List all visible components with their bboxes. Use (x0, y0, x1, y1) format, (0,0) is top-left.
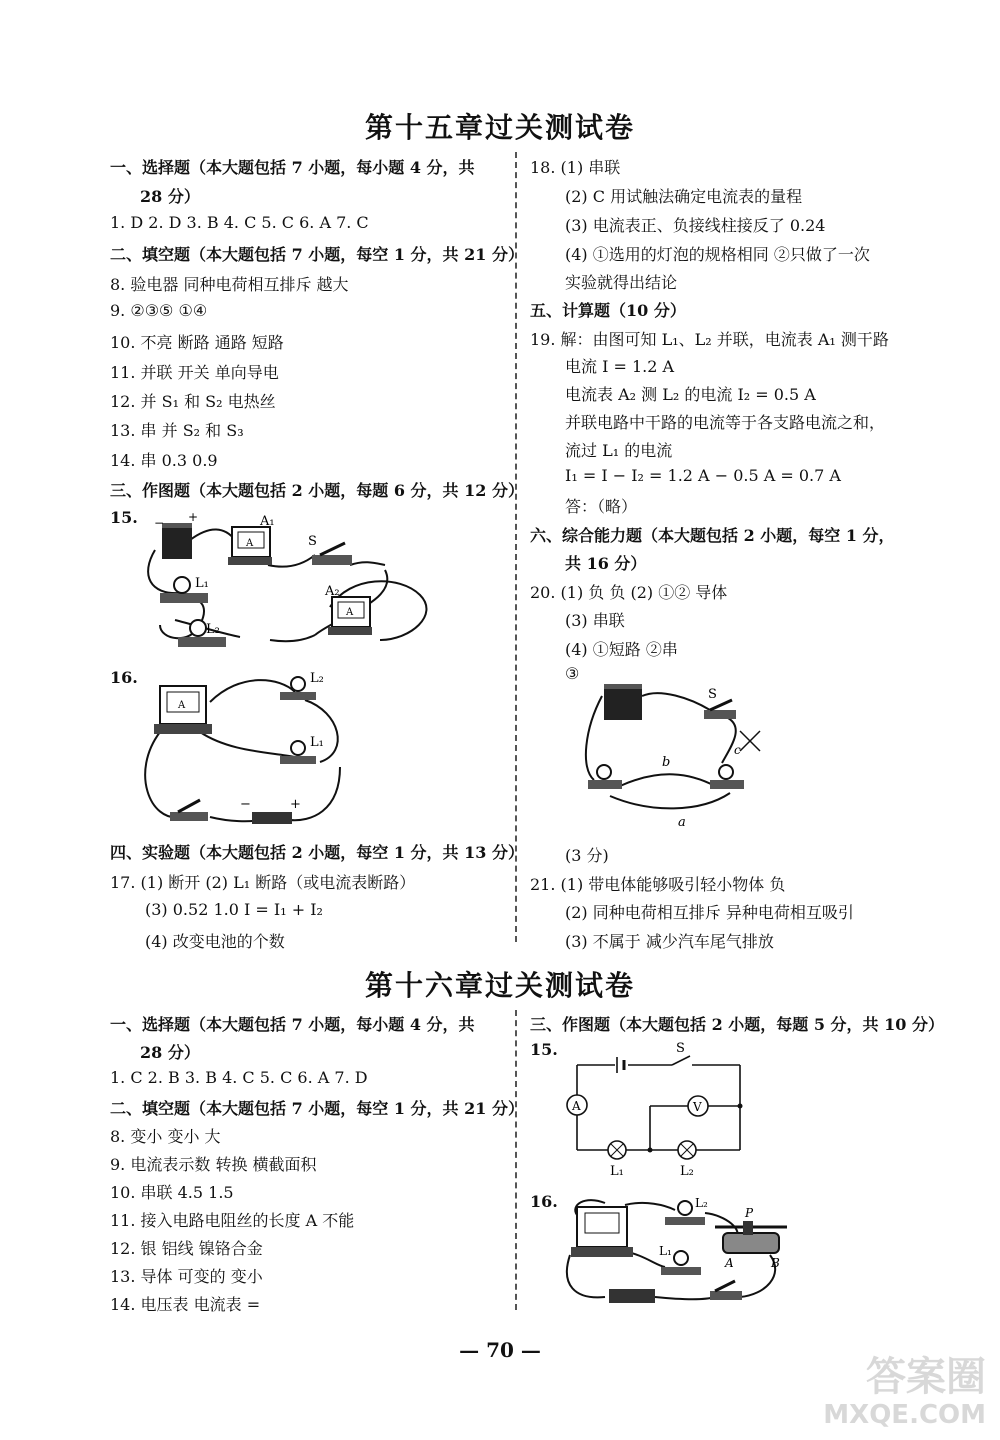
wire (625, 1203, 675, 1210)
wire (655, 1297, 715, 1299)
chapter-15-title: 第十五章过关测试卷 (364, 111, 635, 144)
answer-line: 20. (1) 负 负 (2) ①② 导体 (530, 583, 728, 602)
section-heading: 一、选择题（本大题包括 7 小题，每小题 4 分，共 (110, 158, 475, 177)
terminal-a-label: A (725, 1256, 734, 1270)
meter-letter: A (346, 607, 354, 618)
wire-a-label: a (678, 815, 686, 830)
ammeter-icon (328, 597, 372, 635)
lamp-l2-label: L₂ (680, 1164, 694, 1179)
section-heading: 三、作图题（本大题包括 2 小题，每题 5 分，共 10 分） (530, 1015, 944, 1034)
voltmeter-letter: V (693, 1100, 702, 1114)
answer-line: 14. 串 0.3 0.9 (110, 451, 218, 470)
answer-line: 1. C 2. B 3. B 4. C 5. C 6. A 7. D (110, 1068, 368, 1087)
wire-c-label: c (734, 743, 741, 757)
question-number: 15. (530, 1040, 558, 1059)
answer-line: 10. 串联 4.5 1.5 (110, 1183, 234, 1202)
lamp-l1-symbol (608, 1141, 626, 1159)
answer-line: (2) C 用试触法确定电流表的量程 (565, 187, 803, 206)
bulb-icon (710, 765, 744, 789)
wire (145, 732, 180, 817)
answer-line: 12. 并 S₁ 和 S₂ 电热丝 (110, 392, 276, 411)
meter-letter: A (246, 538, 254, 549)
answer-line: 9. ②③⑤ ①④ (110, 301, 208, 320)
answer-line: 18. (1) 串联 (530, 158, 621, 177)
circuit-figure-15-3 (580, 668, 780, 828)
answer-line: 14. 电压表 电流表 = (110, 1295, 261, 1314)
switch-s-label: S (708, 687, 717, 702)
wire (190, 529, 235, 540)
answer-line: 1. D 2. D 3. B 4. C 5. C 6. A 7. C (110, 213, 369, 232)
switch-icon (170, 800, 208, 821)
ammeter-icon (154, 686, 212, 734)
answer-line: 实验就得出结论 (565, 273, 678, 292)
ammeter-symbol (567, 1095, 587, 1115)
column-divider (515, 1010, 517, 1310)
lamp-l1-label: L₁ (610, 1164, 624, 1179)
battery-icon (609, 1289, 655, 1303)
answer-line: 21. (1) 带电体能够吸引轻小物体 负 (530, 875, 786, 894)
answer-line: 17. (1) 断开 (2) L₁ 断路（或电流表断路） (110, 873, 416, 892)
minus-label: − (154, 516, 165, 530)
answer-line: 13. 串 并 S₂ 和 S₃ (110, 421, 244, 440)
battery-icon (162, 523, 192, 559)
bulb-l1-label: L₁ (310, 735, 324, 750)
answer-line: 电流表 A₂ 测 L₂ 的电流 I₂ = 0.5 A (565, 385, 816, 404)
wire (268, 555, 315, 567)
circuit-schematic-16-1 (560, 1040, 760, 1180)
bulb-l2-label: L₂ (695, 1196, 708, 1210)
lamp-l2-symbol (678, 1141, 696, 1159)
wire (270, 635, 315, 641)
circuit-figure-15-2 (140, 672, 370, 832)
answer-line: 8. 验电器 同种电荷相互排斥 越大 (110, 275, 349, 294)
answer-line: 11. 并联 开关 单向导电 (110, 363, 279, 382)
cross-mark-icon (740, 731, 760, 751)
plus-label: + (290, 797, 301, 812)
answer-line: 13. 导体 可变的 变小 (110, 1267, 263, 1286)
answer-line: I₁ = I − I₂ = 1.2 A − 0.5 A = 0.7 A (565, 466, 841, 485)
rheostat-icon (715, 1221, 787, 1253)
circuit-figure-16-2 (565, 1195, 805, 1310)
answer-line: (4) 改变电池的个数 (145, 932, 285, 951)
switch-icon (710, 1281, 742, 1300)
answer-line: (2) 同种电荷相互排斥 异种电荷相互吸引 (565, 903, 854, 922)
wire (642, 693, 710, 710)
bulb-l2-label: L₂ (206, 622, 220, 637)
chapter-16-title: 第十六章过关测试卷 (364, 969, 635, 1002)
section-heading: 28 分） (140, 1043, 200, 1062)
question-number: 15. (110, 508, 138, 527)
junction-dot (648, 1148, 653, 1153)
battery-symbol (617, 1057, 624, 1073)
battery-icon (604, 684, 642, 720)
wire (290, 767, 340, 820)
terminal-b-label: B (771, 1256, 780, 1270)
slider-p-label: P (745, 1206, 754, 1220)
ammeter-icon (228, 527, 272, 565)
answer-line: 9. 电流表示数 转换 横截面积 (110, 1155, 317, 1174)
section-heading: 共 16 分） (565, 554, 647, 573)
wire (740, 1255, 775, 1297)
wire (610, 793, 730, 808)
answer-line: (3) 不属于 减少汽车尾气排放 (565, 932, 774, 951)
answer-line: (3) 串联 (565, 611, 625, 630)
section-heading: 六、综合能力题（本大题包括 2 小题，每空 1 分， (530, 526, 895, 545)
meter-letter: A (178, 700, 186, 711)
voltmeter-icon (571, 1207, 633, 1257)
page-number: — 70 — (459, 1338, 541, 1362)
answer-line: 答：（略） (565, 497, 638, 516)
section-heading: 28 分） (140, 187, 200, 206)
watermark-url: MXQE.COM (823, 1400, 986, 1430)
answer-line: 8. 变小 变小 大 (110, 1127, 221, 1146)
answer-line: ③ (565, 664, 580, 683)
section-heading: 五、计算题（10 分） (530, 301, 686, 320)
ammeter-letter: A (572, 1099, 581, 1113)
wire (305, 700, 338, 762)
wire (567, 1255, 605, 1297)
junction-dot (738, 1104, 743, 1109)
wire (350, 562, 385, 565)
bulb-icon (588, 765, 622, 789)
section-heading: 三、作图题（本大题包括 2 小题，每题 6 分，共 12 分） (110, 481, 524, 500)
answer-line: 19. 解：由图可知 L₁、L₂ 并联，电流表 A₁ 测干路 (530, 330, 889, 349)
answer-line: 12. 银 铝线 镍铬合金 (110, 1239, 263, 1258)
ammeter-a1-label: A₁ (260, 514, 275, 529)
answer-line: (3 分) (565, 846, 609, 865)
answer-line: (3) 0.52 1.0 I = I₁ + I₂ (145, 900, 323, 919)
question-number: 16. (530, 1192, 558, 1211)
wire-b-label: b (662, 755, 671, 770)
voltmeter-symbol (688, 1096, 708, 1116)
section-heading: 一、选择题（本大题包括 7 小题，每小题 4 分，共 (110, 1015, 475, 1034)
section-heading: 四、实验题（本大题包括 2 小题，每空 1 分，共 13 分） (110, 843, 524, 862)
ammeter-a2-label: A₂ (325, 584, 340, 599)
answer-line: (4) ①短路 ②串 (565, 640, 678, 659)
bulb-l2-label: L₂ (310, 671, 324, 686)
question-number: 16. (110, 668, 138, 687)
answer-line: 并联电路中干路的电流等于各支路电流之和， (565, 413, 886, 432)
switch-s-label: S (676, 1041, 685, 1056)
bulb-l1-label: L₁ (195, 576, 209, 591)
switch-icon (312, 543, 352, 565)
answer-line: (4) ①选用的灯泡的规格相同 ②只做了一次 (565, 245, 870, 264)
section-heading: 二、填空题（本大题包括 7 小题，每空 1 分，共 21 分） (110, 1099, 524, 1118)
watermark-logo: 答案圈 (866, 1354, 986, 1400)
wire (620, 774, 715, 786)
answer-line: 流过 L₁ 的电流 (565, 441, 673, 460)
minus-label: − (240, 797, 251, 812)
answer-line: (3) 电流表正、负接线柱接反了 0.24 (565, 216, 826, 235)
plus-label: + (188, 510, 199, 524)
circuit-figure-15-1 (140, 510, 480, 655)
answer-line: 10. 不亮 断路 通路 短路 (110, 333, 284, 352)
column-divider (515, 152, 517, 942)
switch-s-label: S (308, 534, 317, 549)
battery-icon (252, 812, 292, 824)
answer-line: 电流 I = 1.2 A (565, 357, 675, 376)
answer-line: 11. 接入电路电阻丝的长度 A 不能 (110, 1211, 355, 1230)
bulb-l1-label: L₁ (659, 1244, 672, 1258)
section-heading: 二、填空题（本大题包括 7 小题，每空 1 分，共 21 分） (110, 245, 524, 264)
wire (200, 732, 295, 757)
